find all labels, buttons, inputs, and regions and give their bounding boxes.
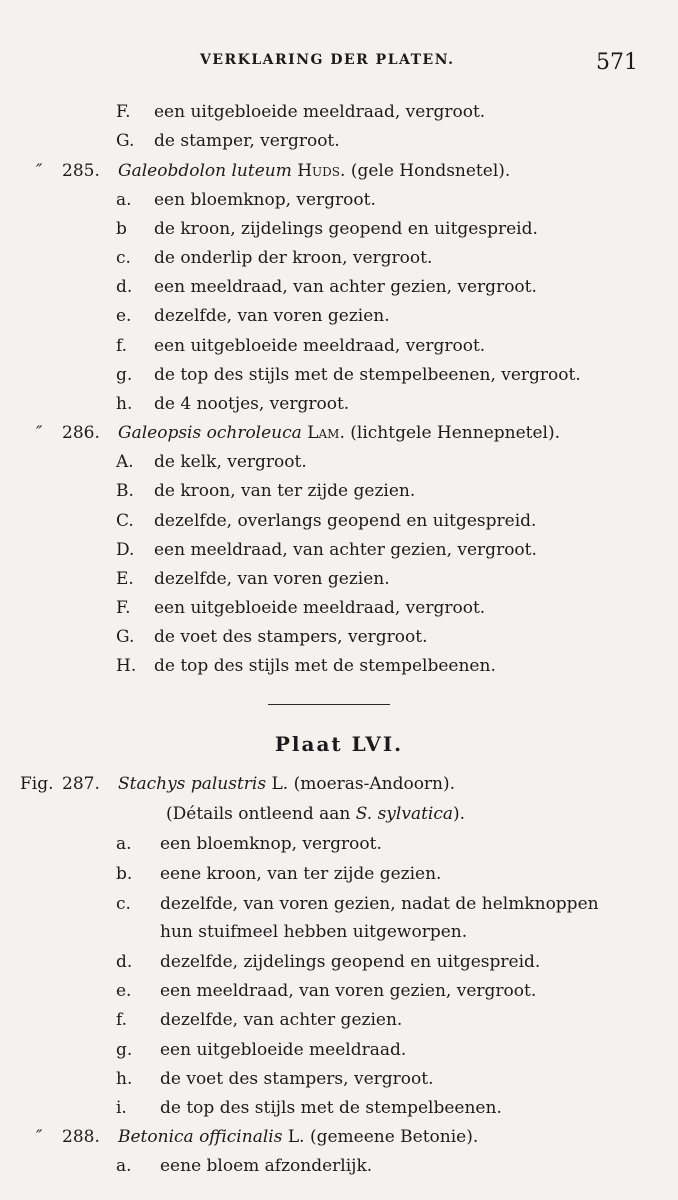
list-item <box>0 477 678 505</box>
list-item <box>0 98 678 126</box>
item-text: de onderlip der kroon, vergroot. <box>154 248 433 268</box>
list-item <box>0 507 678 535</box>
item-label: e. <box>116 306 132 326</box>
section-divider <box>268 704 390 705</box>
item-label: D. <box>116 540 135 560</box>
details-suffix: ). <box>453 804 466 824</box>
species-author: Lam. <box>307 423 345 443</box>
item-label: g. <box>116 365 133 385</box>
list-item <box>0 361 678 389</box>
species-author: L. <box>287 1127 305 1147</box>
item-text: een bloemknop, vergroot. <box>154 190 376 210</box>
list-item <box>0 390 678 418</box>
species-line <box>118 157 510 185</box>
item-label: b. <box>116 864 133 884</box>
figure-entry-285 <box>0 157 678 185</box>
item-text: dezelfde, overlangs geopend en uitgespreid. <box>154 511 537 531</box>
common-name: (lichtgele Hennepnetel). <box>350 423 561 443</box>
species-author: L. <box>271 774 289 794</box>
item-label: g. <box>116 1040 133 1060</box>
list-item <box>0 977 678 1005</box>
item-label: f. <box>116 336 128 356</box>
item-text: de top des stijls met de stempelbeenen. <box>160 1098 502 1118</box>
item-label: H. <box>116 656 137 676</box>
item-label: h. <box>116 394 133 414</box>
list-item <box>0 623 678 651</box>
item-text: de voet des stampers, vergroot. <box>160 1069 434 1089</box>
list-item <box>0 890 678 918</box>
item-label: G. <box>116 627 135 647</box>
item-text: een uitgebloeide meeldraad, vergroot. <box>154 336 486 356</box>
item-label: h. <box>116 1069 133 1089</box>
list-item <box>0 302 678 330</box>
item-label: a. <box>116 834 132 854</box>
item-label: B. <box>116 481 134 501</box>
item-text: dezelfde, van voren gezien. <box>154 569 390 589</box>
item-label: c. <box>116 248 131 268</box>
details-note <box>0 800 678 828</box>
species-name: Galeobdolon luteum <box>118 161 292 181</box>
species-line <box>118 1123 478 1151</box>
common-name: (gemeene Betonie). <box>309 1127 479 1147</box>
item-text: dezelfde, van achter gezien. <box>160 1010 403 1030</box>
list-item <box>0 1065 678 1093</box>
item-label: F. <box>116 598 131 618</box>
list-item <box>0 1152 678 1180</box>
fig-prefix: Fig. <box>20 774 54 794</box>
species-line <box>118 419 560 447</box>
species-author: Huds. <box>297 161 346 181</box>
item-text: een bloemknop, vergroot. <box>160 834 382 854</box>
item-text: dezelfde, zijdelings geopend en uitgespreid. <box>160 952 541 972</box>
item-text: de stamper, vergroot. <box>154 131 340 151</box>
item-text: dezelfde, van voren gezien. <box>154 306 390 326</box>
item-label: i. <box>116 1098 127 1118</box>
figure-entry-287 <box>0 770 678 798</box>
figure-number: 285. <box>62 161 100 181</box>
item-label: d. <box>116 277 133 297</box>
list-item <box>0 448 678 476</box>
item-label: a. <box>116 1156 132 1176</box>
item-text: hun stuifmeel hebben uitgeworpen. <box>160 922 468 942</box>
ditto-mark: ″ <box>36 1127 43 1147</box>
list-item <box>0 860 678 888</box>
list-item <box>0 652 678 680</box>
common-name: (moeras-Andoorn). <box>293 774 456 794</box>
list-item <box>0 565 678 593</box>
list-item-continuation <box>0 918 678 946</box>
list-item <box>0 186 678 214</box>
page-number: 571 <box>596 50 638 75</box>
item-text: de voet des stampers, vergroot. <box>154 627 428 647</box>
item-label: A. <box>116 452 134 472</box>
figure-entry-288 <box>0 1123 678 1151</box>
list-item <box>0 830 678 858</box>
figure-number: 288. <box>62 1127 100 1147</box>
species-name: Galeopsis ochroleuca <box>118 423 302 443</box>
item-text: de kroon, van ter zijde gezien. <box>154 481 416 501</box>
item-text: de kroon, zijdelings geopend en uitgespreid. <box>154 219 538 239</box>
item-text: dezelfde, van voren gezien, nadat de helmknoppen <box>160 894 599 914</box>
figure-number: 287. <box>62 774 100 794</box>
species-line <box>118 770 455 798</box>
plate-heading: Plaat LVI. <box>274 732 404 756</box>
item-text: een uitgebloeide meeldraad. <box>160 1040 407 1060</box>
item-text: een meeldraad, van voren gezien, vergroot. <box>160 981 537 1001</box>
item-label: a. <box>116 190 132 210</box>
item-label: E. <box>116 569 134 589</box>
item-text: een uitgebloeide meeldraad, vergroot. <box>154 102 486 122</box>
common-name: (gele Hondsnetel). <box>350 161 511 181</box>
list-item <box>0 244 678 272</box>
species-name: Betonica officinalis <box>118 1127 283 1147</box>
item-text: een meeldraad, van achter gezien, vergroot. <box>154 277 537 297</box>
item-label: G. <box>116 131 135 151</box>
item-label: f. <box>116 1010 128 1030</box>
item-text: eene bloem afzonderlijk. <box>160 1156 373 1176</box>
list-item <box>0 948 678 976</box>
list-item <box>0 1094 678 1122</box>
ditto-mark: ″ <box>36 161 43 181</box>
item-label: e. <box>116 981 132 1001</box>
ditto-mark: ″ <box>36 423 43 443</box>
list-item <box>0 273 678 301</box>
list-item <box>0 332 678 360</box>
figure-number: 286. <box>62 423 100 443</box>
item-label: b <box>116 219 127 239</box>
item-text: eene kroon, van ter zijde gezien. <box>160 864 442 884</box>
item-label: d. <box>116 952 133 972</box>
item-label: c. <box>116 894 131 914</box>
figure-entry-286 <box>0 419 678 447</box>
item-text: de top des stijls met de stempelbeenen. <box>154 656 496 676</box>
item-text: de 4 nootjes, vergroot. <box>154 394 350 414</box>
list-item <box>0 1036 678 1064</box>
item-label: C. <box>116 511 134 531</box>
list-item <box>0 1006 678 1034</box>
item-text: een uitgebloeide meeldraad, vergroot. <box>154 598 486 618</box>
details-prefix: (Détails ontleend aan <box>166 804 356 824</box>
item-text: de kelk, vergroot. <box>154 452 307 472</box>
list-item <box>0 127 678 155</box>
item-text: een meeldraad, van achter gezien, vergroot. <box>154 540 537 560</box>
item-text: de top des stijls met de stempelbeenen, vergroot. <box>154 365 581 385</box>
list-item <box>0 536 678 564</box>
details-species: S. sylvatica <box>355 804 454 824</box>
list-item <box>0 594 678 622</box>
species-name: Stachys palustris <box>118 774 267 794</box>
item-label: F. <box>116 102 131 122</box>
list-item <box>0 215 678 243</box>
running-header: VERKLARING DER PLATEN. <box>200 52 455 68</box>
